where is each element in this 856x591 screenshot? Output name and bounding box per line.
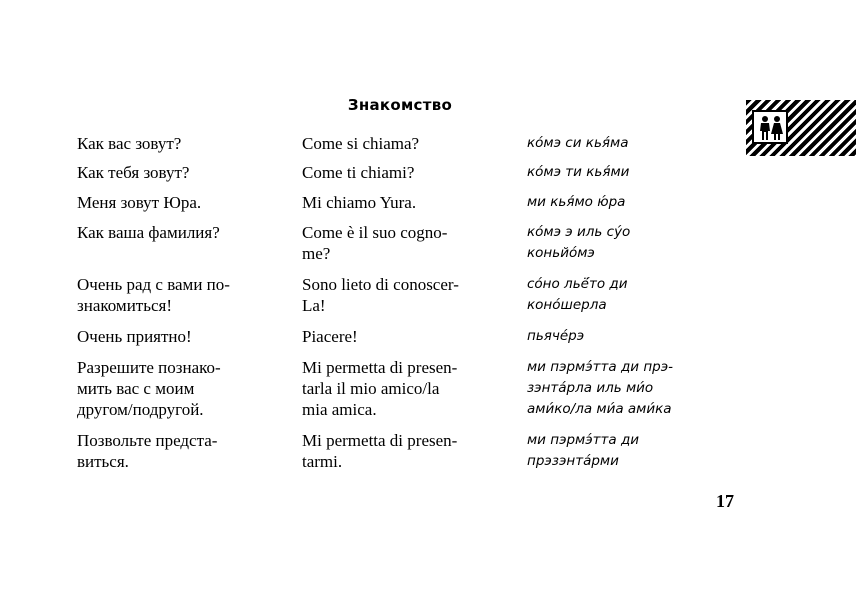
transcription: ко́мэ э иль су́о коньйо́мэ: [527, 224, 631, 261]
section-title: Знакомство: [347, 96, 453, 114]
italian-phrase: Mi permetta di presen- tarla il mio amico/la mia amica.: [302, 358, 458, 419]
italian-phrase: Come è il suo cogno- me?: [302, 223, 448, 263]
russian-phrase: Очень приятно!: [77, 327, 192, 346]
italian-phrase: Piacere!: [302, 327, 358, 346]
russian-phrase: Разрешите познако- мить вас с моим другом/подругой.: [77, 358, 221, 419]
page-number: 17: [716, 491, 734, 511]
russian-phrase: Позвольте предста- виться.: [77, 431, 218, 471]
italian-phrase: Come si chiama?: [302, 134, 420, 153]
russian-phrase: Как вас зовут?: [77, 134, 182, 153]
transcription: ми пэрмэ́тта ди прэ- зэнта́рла иль ми́о ами́ко/ла ми́а ами́ка: [527, 359, 674, 417]
italian-phrase: Come ti chiami?: [302, 163, 415, 182]
people-icon: [758, 115, 784, 141]
section-tab: [746, 100, 856, 156]
transcription: пьяче́рэ: [527, 328, 585, 344]
italian-phrase: Mi permetta di presen- tarmi.: [302, 431, 458, 471]
transcription: ми кья́мо ю́ра: [527, 194, 626, 210]
transcription: ко́мэ си кья́ма: [527, 135, 629, 151]
russian-phrase: Очень рад с вами по- знакомиться!: [77, 275, 230, 315]
russian-phrase: Меня зовут Юра.: [77, 193, 202, 212]
transcription: со́но льё́то ди коно́шерла: [527, 276, 628, 313]
russian-phrase: Как ваша фамилия?: [77, 223, 220, 242]
transcription: ко́мэ ти кья́ми: [527, 164, 630, 180]
transcription: ми пэрмэ́тта ди прэзэнта́рми: [527, 432, 640, 469]
russian-phrase: Как тебя зовут?: [77, 163, 190, 182]
section-icon-box: [752, 110, 788, 144]
italian-phrase: Sono lieto di conoscer- La!: [302, 275, 459, 315]
italian-phrase: Mi chiamo Yura.: [302, 193, 417, 212]
